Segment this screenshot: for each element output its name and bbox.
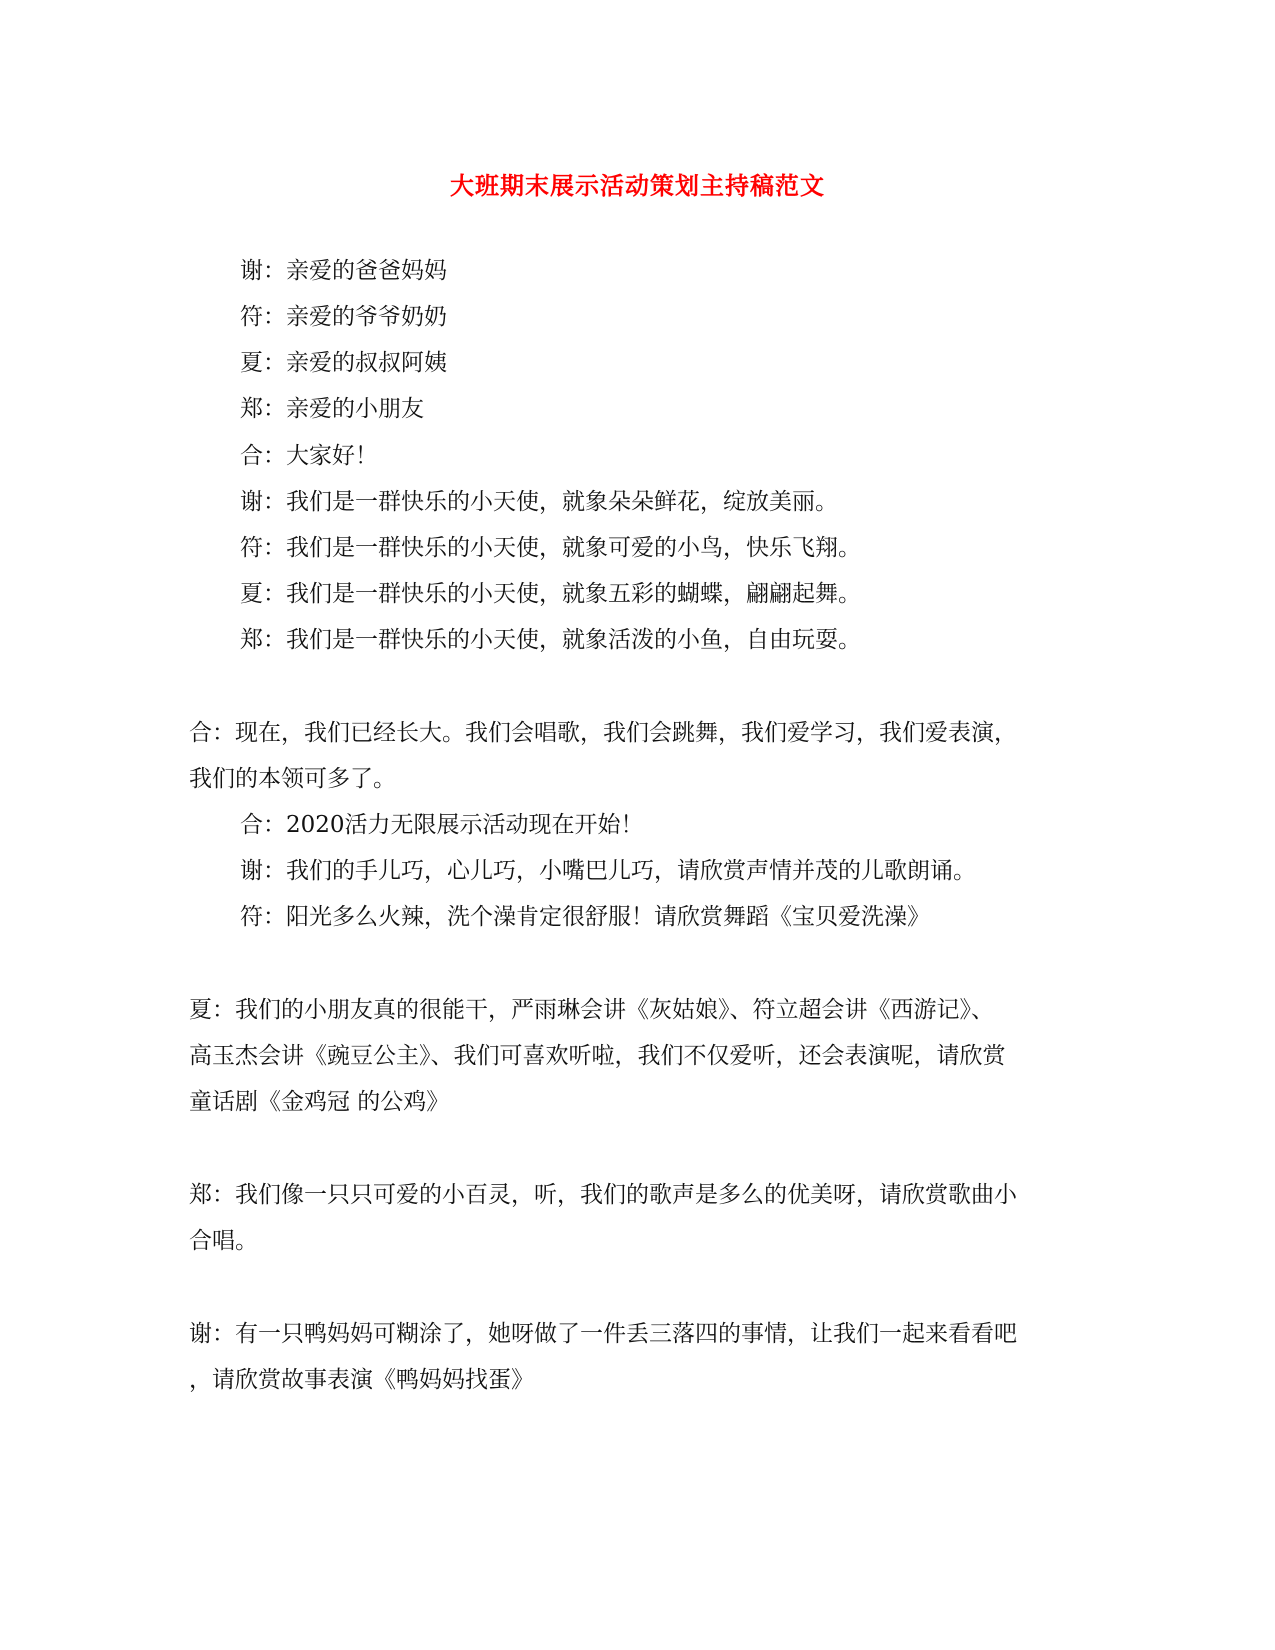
script-line: 谢：有一只鸭妈妈可糊涂了，她呀做了一件丢三落四的事情，让我们一起来看看吧 [189,1321,1017,1347]
script-line: 合：现在，我们已经长大。我们会唱歌，我们会跳舞，我们爱学习，我们爱表演， [189,720,1017,746]
script-line: 高玉杰会讲《豌豆公主》、我们可喜欢听啦，我们不仅爱听，还会表演呢，请欣赏 [189,1043,1006,1069]
script-line: 合唱。 [189,1228,258,1254]
script-line: 郑：我们是一群快乐的小天使，就象活泼的小鱼，自由玩耍。 [240,627,861,653]
script-line: 夏：我们是一群快乐的小天使，就象五彩的蝴蝶，翩翩起舞。 [240,581,861,607]
script-line: 谢：我们是一群快乐的小天使，就象朵朵鲜花，绽放美丽。 [240,489,838,515]
script-line: 符：阳光多么火辣，洗个澡肯定很舒服！请欣赏舞蹈《宝贝爱洗澡》 [240,904,930,930]
document-title: 大班期末展示活动策划主持稿范文 [450,171,825,200]
script-line: ，请欣赏故事表演《鸭妈妈找蛋》 [189,1367,534,1393]
script-line: 郑：亲爱的小朋友 [240,396,424,422]
script-line: 夏：亲爱的叔叔阿姨 [240,350,447,376]
script-line: 夏：我们的小朋友真的很能干，严雨琳会讲《灰姑娘》、符立超会讲《西游记》、 [189,997,994,1023]
script-line: 符：我们是一群快乐的小天使，就象可爱的小鸟，快乐飞翔。 [240,535,861,561]
script-line: 童话剧《金鸡冠 的公鸡》 [189,1089,450,1115]
script-line: 谢：亲爱的爸爸妈妈 [240,258,447,284]
script-line: 合：2020活力无限展示活动现在开始！ [240,812,644,838]
script-line: 我们的本领可多了。 [189,766,396,792]
script-line: 郑：我们像一只只可爱的小百灵，听，我们的歌声是多么的优美呀，请欣赏歌曲小 [189,1182,1017,1208]
script-line: 合：大家好！ [240,443,378,469]
script-line: 符：亲爱的爷爷奶奶 [240,304,447,330]
script-line: 谢：我们的手儿巧，心儿巧，小嘴巴儿巧，请欣赏声情并茂的儿歌朗诵。 [240,858,976,884]
